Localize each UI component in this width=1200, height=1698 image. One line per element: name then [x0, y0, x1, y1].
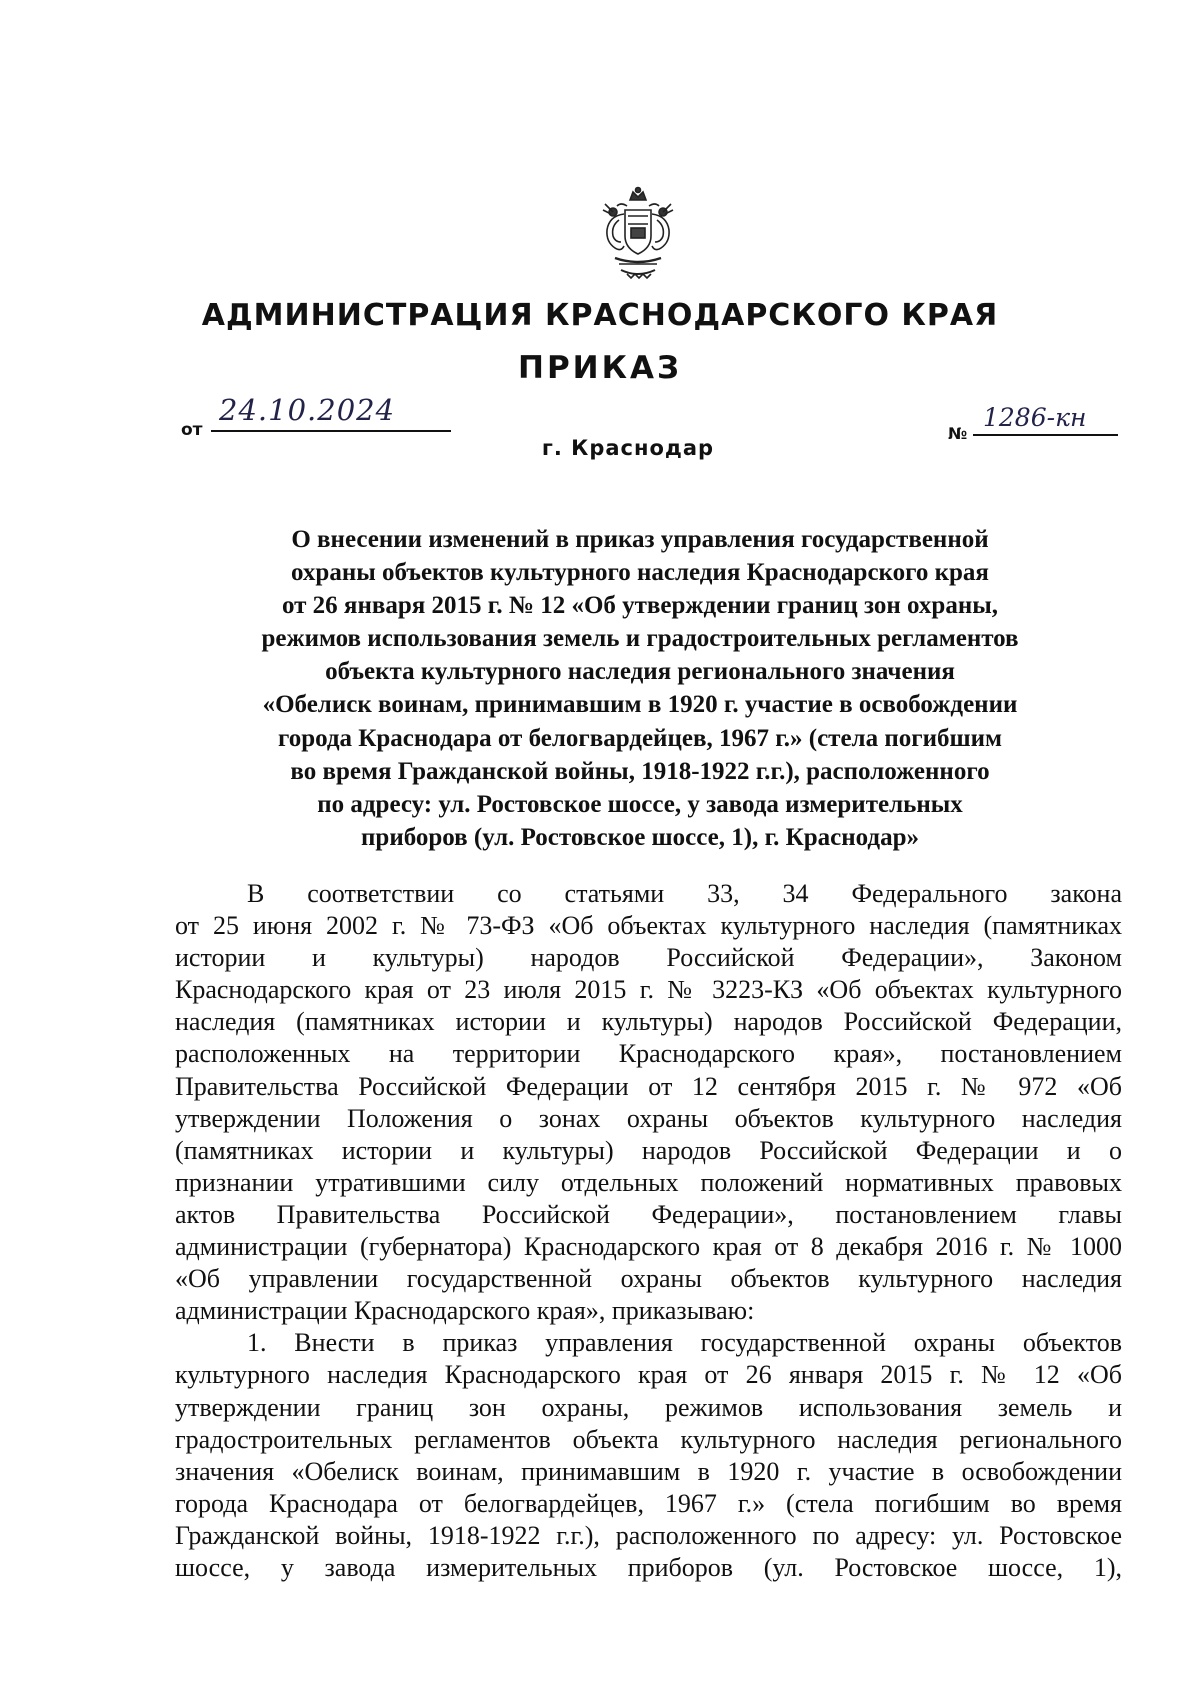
body-line: Правительства Российской Федерации от 12 сентября 2015 г. № 972 «Об — [175, 1071, 1122, 1101]
body-line: наследия (памятниках истории и культуры) народов Российской Федерации, — [175, 1007, 1122, 1037]
number-prefix: № — [948, 424, 968, 443]
body-line: градостроительных регламентов объекта культурного наследия регионального — [175, 1424, 1122, 1454]
body-line: (памятниках истории и культуры) народов Российской Федерации и о — [175, 1135, 1122, 1165]
body-line: города Краснодара от белогвардейцев, 1967 г.» (стела погибшим во время — [175, 1488, 1122, 1518]
clause-1-paragraph — [175, 1327, 1122, 1584]
preamble-paragraph — [175, 878, 1122, 1327]
document-city: г. Краснодар — [541, 436, 715, 460]
title-line: режимов использования земель и градостроительных регламентов — [261, 625, 1019, 653]
document-body — [175, 878, 1122, 1584]
date-prefix: от — [181, 420, 203, 440]
body-line: 1. Внести в приказ управления государственной охраны объектов — [247, 1328, 1122, 1358]
title-line: «Обелиск воинам, принимавшим в 1920 г. участие в освобождении — [262, 691, 1018, 719]
title-line: приборов (ул. Ростовское шоссе, 1), г. Краснодар» — [361, 823, 919, 851]
document-number: 1286-кн — [973, 402, 1118, 436]
body-line: «Об управлении государственной охраны объектов культурного наследия — [175, 1264, 1122, 1294]
body-line: культурного наследия Краснодарского края от 26 января 2015 г. № 12 «Об — [175, 1360, 1122, 1390]
title-line: от 26 января 2015 г. № 12 «Об утверждении границ зон охраны, — [281, 592, 998, 620]
body-line: Краснодарского края от 23 июля 2015 г. № 3223-КЗ «Об объектах культурного — [175, 975, 1122, 1005]
body-line: утверждении Положения о зонах охраны объектов культурного наследия — [175, 1103, 1122, 1133]
body-line: признании утратившими силу отдельных положений нормативных правовых — [175, 1167, 1122, 1197]
body-line: от 25 июня 2002 г. № 73-ФЗ «Об объектах культурного наследия (памятниках — [175, 911, 1122, 941]
document-type: ПРИКАЗ — [518, 350, 682, 386]
body-line: Гражданской войны, 1918-1922 г.г.), расположенного по адресу: ул. Ростовское — [175, 1520, 1122, 1550]
title-line: О внесении изменений в приказ управления государственной — [291, 526, 989, 553]
title-line: охраны объектов культурного наследия Краснодарского края — [291, 559, 989, 587]
body-line: утверждении границ зон охраны, режимов использования земель и — [175, 1392, 1122, 1422]
body-line: актов Правительства Российской Федерации», постановлением главы — [175, 1199, 1122, 1229]
title-line: города Краснодара от белогвардейцев, 1967 г.» (стела погибшим — [277, 724, 1003, 752]
body-line: расположенных на территории Краснодарского края», постановлением — [175, 1039, 1122, 1069]
organization-name: АДМИНИСТРАЦИЯ КРАСНОДАРСКОГО КРАЯ — [201, 298, 999, 333]
body-line: администрации (губернатора) Краснодарского края от 8 декабря 2016 г. № 1000 — [175, 1232, 1122, 1262]
coat-of-arms-icon — [597, 186, 679, 282]
body-line: администрации Краснодарского края», приказываю: — [175, 1296, 755, 1326]
title-line: объекта культурного наследия регионального значения — [325, 658, 955, 686]
title-line: по адресу: ул. Ростовское шоссе, у завода измерительных — [317, 790, 963, 818]
document-date: 24.10.2024 — [211, 390, 451, 432]
body-line: значения «Обелиск воинам, принимавшим в 1920 г. участие в освобождении — [175, 1456, 1122, 1486]
body-line: В соответствии со статьями 33, 34 Федерального закона — [247, 879, 1122, 908]
document-title — [200, 523, 1080, 854]
body-line: истории и культуры) народов Российской Федерации», Законом — [175, 943, 1122, 973]
title-line: во время Гражданской войны, 1918-1922 г.г.), расположенного — [290, 757, 990, 785]
body-line: шоссе, у завода измерительных приборов (ул. Ростовское шоссе, 1), — [175, 1552, 1122, 1582]
